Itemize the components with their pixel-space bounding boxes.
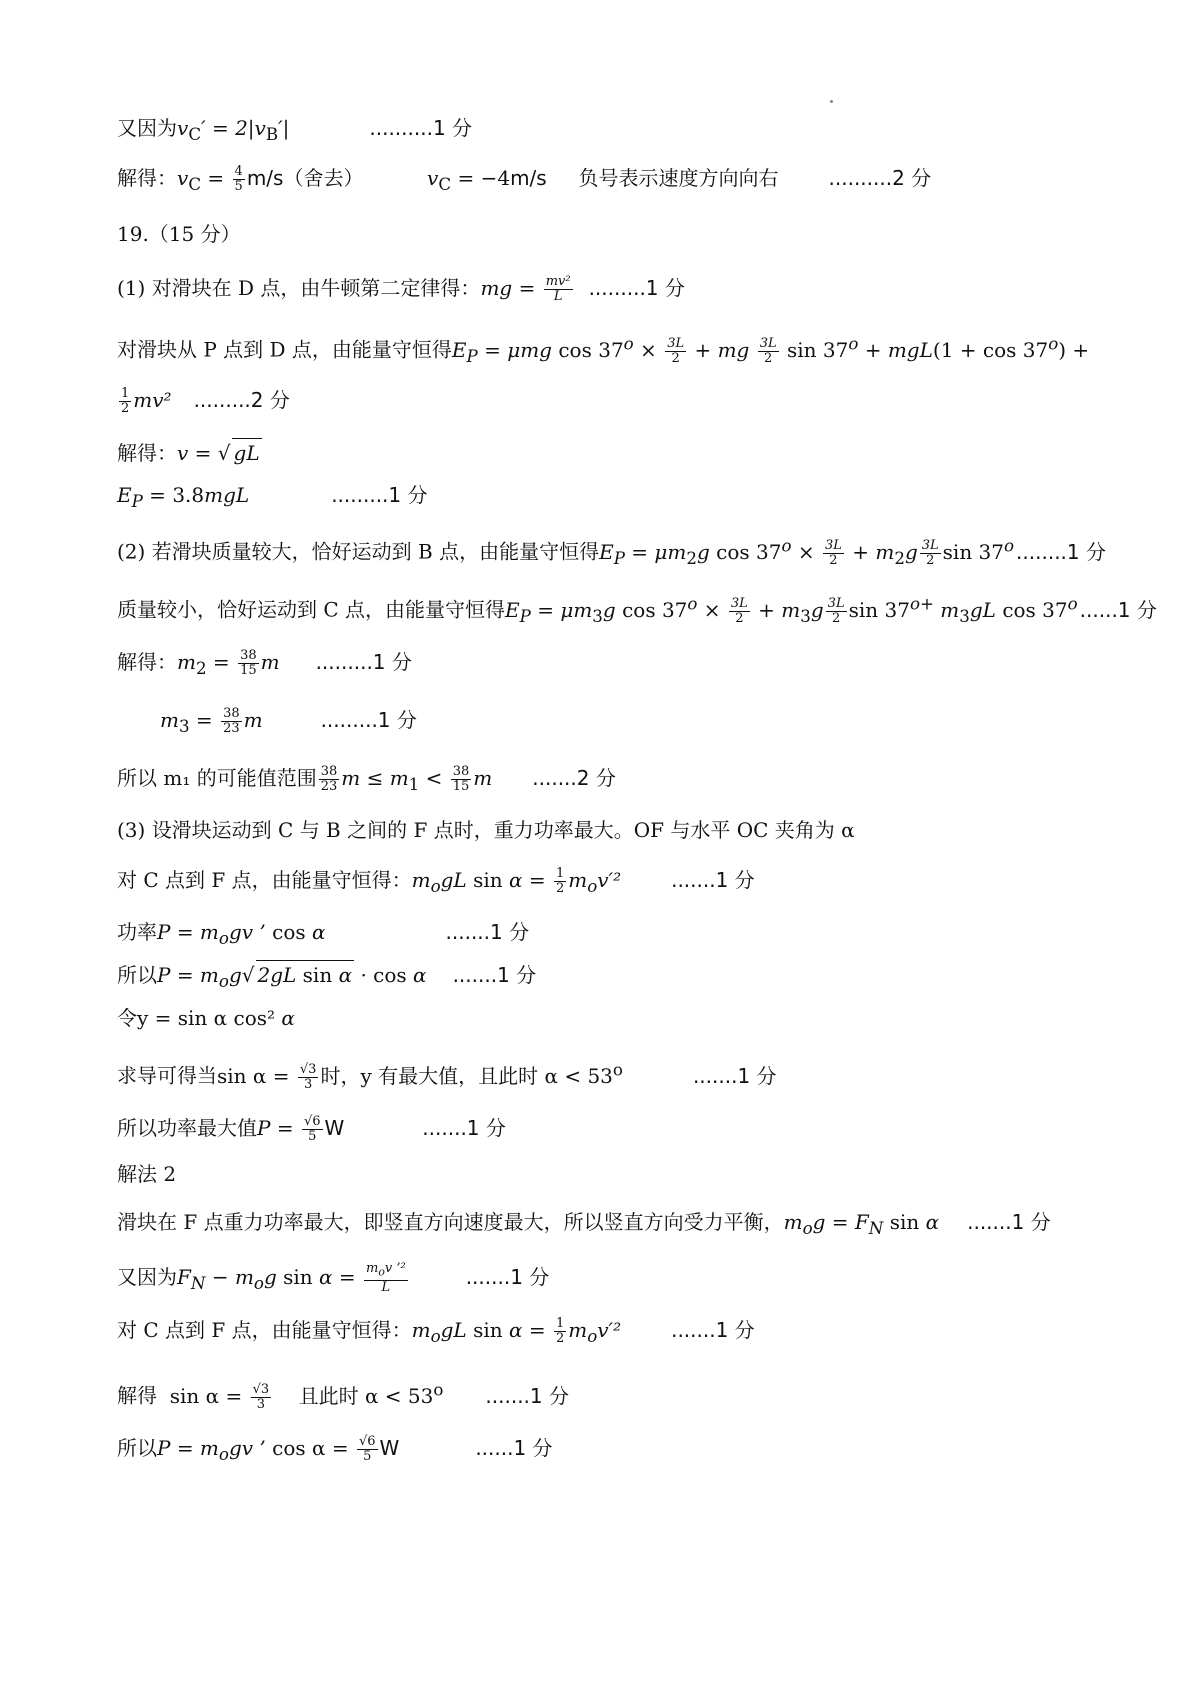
score-label: .......1 分 (671, 868, 755, 892)
line-text: 对滑块从 P 点到 D 点，由能量守恒得 (117, 337, 452, 362)
solution-line (117, 386, 290, 416)
score-label: .......1 分 (422, 1116, 506, 1140)
score-label: .......2 分 (532, 766, 616, 790)
equation: sin α = $\frac{√3}{3}$ 且此时 $\alpha < 53^o$ (157, 1380, 444, 1412)
score-label: ......1 分 (475, 1436, 553, 1460)
score-label: ..........1 分 (369, 116, 473, 140)
line-text: 解得： (117, 166, 177, 190)
line-text: 所以 (117, 1436, 157, 1460)
line-text: 解得 (117, 1383, 157, 1408)
solution-line (117, 1114, 506, 1144)
equation: $v_C$ = $\frac{4}{5}$ m/s（舍去） $v_C = -4m/s$ 负号表示速度方向向右 (177, 164, 779, 194)
solution-line (117, 481, 428, 516)
method-title (117, 1160, 176, 1188)
equation: $E_P = \mu m_2g$ $\cos 37^o$ × $\frac{3L}{2}$ + $m_2g$ $\frac{3L}{2}$ sin 37$^o$ (599, 536, 1015, 568)
line-text: 解法 2 (117, 1162, 177, 1186)
score-label: .........1 分 (588, 276, 685, 300)
score-label: ..........2 分 (828, 166, 932, 190)
question-number (117, 220, 241, 248)
solution-line (117, 1262, 549, 1298)
equation: $P = m_og√$ 2gL sin α · cos α (157, 963, 427, 987)
equation: $P = m_ogv$ ’ cos α = $\frac{√6}{5}$ W (157, 1434, 400, 1464)
line-text: 令 (117, 1006, 137, 1030)
equation: $m_2$ = $\frac{38}{15}$ m (177, 648, 280, 678)
solution-line (117, 866, 755, 901)
score-label: ......1 分 (1079, 597, 1157, 622)
solution-line (117, 764, 616, 799)
equation: mg = $\frac{\text{mv²}}{L}$ (480, 274, 571, 304)
line-text: 对 C 点到 F 点，由能量守恒得： (117, 1318, 412, 1342)
equation: y = sin α cos² α (137, 1006, 295, 1030)
line-text: 所以功率最大值 (117, 1116, 257, 1140)
equation: $m_ogL$ sin α = $\frac{1}{2}$ $m_ov'^2$ (411, 866, 622, 896)
equation: P = $\frac{√6}{5}$ W (257, 1114, 345, 1144)
solution-line (117, 816, 855, 844)
line-text: (2) 若滑块质量较大，恰好运动到 B 点，由能量守恒得 (117, 539, 600, 564)
equation: $E_P = \mu m_3g$ $\cos 37^o$ × $\frac{3L}{2}$ + $m_3g$ $\frac{3L}{2}$ $\sin 37^{o+}$ $m_3gL$ cos 37$^o$ (505, 594, 1078, 626)
solution-line (117, 114, 472, 149)
line-text: 求导可得当 (117, 1063, 217, 1088)
score-label: .......1 分 (452, 963, 537, 987)
solution-line (117, 330, 1089, 371)
solution-line (117, 960, 536, 996)
line-text: 功率 (117, 920, 157, 944)
line-text: (1) 对滑块在 D 点，由牛顿第二定律得： (117, 276, 481, 300)
equation: $m_ogL$ sin α = $\frac{1}{2}$ $m_ov'^2$ (411, 1316, 622, 1346)
score-label: ........1 分 (1016, 539, 1106, 564)
line-text: 19.（15 分） (117, 222, 241, 246)
equation: v = √ gL (177, 441, 262, 465)
line-text: (3) 设滑块运动到 C 与 B 之间的 F 点时，重力功率最大。OF 与水平 OC 夹角为 α (117, 818, 855, 842)
equation: $P = m_ogv$ ’ cos α (157, 920, 326, 948)
line-text: 解得： (117, 650, 177, 674)
score-label: .......1 分 (485, 1383, 569, 1408)
solution-line (117, 532, 1106, 573)
score-label: .........2 分 (193, 388, 290, 412)
solution-line (117, 1056, 777, 1092)
score-label: .......1 分 (692, 1063, 777, 1088)
line-text: 滑块在 F 点重力功率最大，即竖直方向速度最大，所以竖直方向受力平衡， (117, 1210, 784, 1234)
line-text: 解得： (117, 441, 177, 465)
solution-line (117, 1376, 569, 1412)
equation: $\frac{1}{2}$ mv² (121, 386, 172, 416)
equation: $m_og = F_N$ sin α (783, 1210, 940, 1238)
solution-line (117, 1004, 295, 1032)
score-label: .......1 分 (671, 1318, 755, 1342)
line-text: 所以 (117, 963, 157, 987)
solution-line (117, 918, 529, 953)
equation: $E_P = \mu mg$ $\cos 37^o$ × $\frac{3L}{2}$ + mg $\frac{3L}{2}$ $\sin 37^o + mgL(1 + \cos 37^o)$ + (451, 334, 1090, 366)
line-text: 质量较小，恰好运动到 C 点，由能量守恒得 (117, 597, 506, 622)
solution-line (117, 274, 685, 304)
equation: sin α = $\frac{√3}{3}$ 时，y 有最大值，且此时 $\alpha < 53^o$ (217, 1060, 623, 1092)
line-text: 对 C 点到 F 点，由能量守恒得： (117, 868, 412, 892)
equation: $v_C' = 2|v_B'|$ (177, 116, 290, 144)
line-text: 所以 m₁ 的可能值范围 (117, 766, 317, 790)
line-text: 又因为 (117, 116, 177, 140)
equation: $\frac{38}{23}$ $m \le m_1$ < $\frac{38}{15}$ m (320, 764, 493, 794)
solution-line (117, 1316, 755, 1351)
solution-line (117, 590, 1157, 631)
solution-line (117, 1434, 553, 1469)
scan-dot (830, 100, 833, 103)
score-label: .........1 分 (315, 650, 412, 674)
equation: $E_P = 3.8mgL$ (117, 483, 250, 511)
solution-line (160, 706, 417, 741)
score-label: .......1 分 (967, 1210, 1051, 1234)
equation: $m_3$ = $\frac{38}{23}$ m (160, 706, 263, 736)
line-text: 又因为 (117, 1264, 177, 1289)
equation: $F_N - m_og$ sin α = $\frac{m_ov ’^2}{L}$ (177, 1261, 406, 1295)
score-label: .......1 分 (445, 920, 530, 944)
score-label: .........1 分 (331, 483, 428, 507)
solution-line (117, 1208, 1051, 1243)
score-label: .......1 分 (465, 1264, 550, 1289)
solution-line (117, 648, 412, 683)
solution-line (117, 164, 931, 199)
solution-line (117, 438, 262, 467)
score-label: .........1 分 (320, 708, 417, 732)
